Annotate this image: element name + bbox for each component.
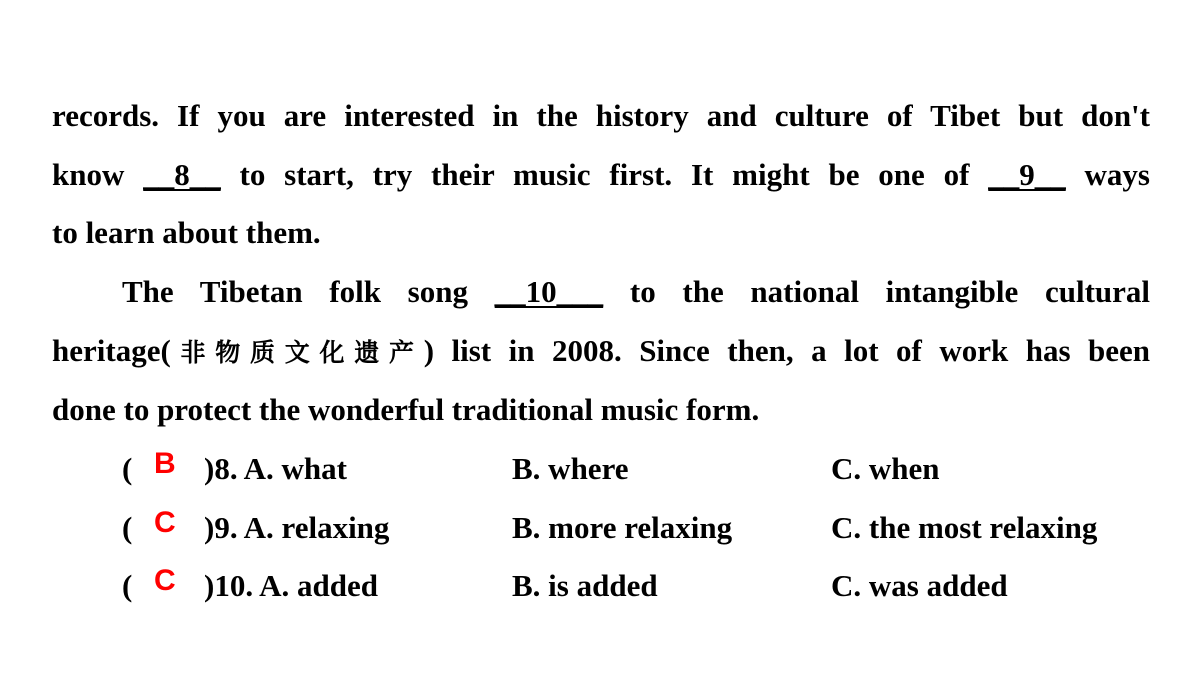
question-row-9 (0, 499, 1200, 557)
passage-line-2 (52, 146, 1150, 204)
blank-10: __10___ (494, 274, 604, 309)
passage-line-3: to learn about them. (52, 215, 321, 250)
question-row-8 (0, 440, 1200, 498)
passage-text: know (52, 157, 125, 192)
answer-badge: C (154, 564, 176, 597)
passage-line-5 (52, 322, 1150, 380)
passage-text: to the national intangible cultural (629, 274, 1151, 309)
option-a: )10. A. added (204, 568, 378, 603)
option-a: )9. A. relaxing (204, 510, 390, 545)
blank-8: __8__ (143, 157, 221, 192)
passage-line-4 (122, 263, 1150, 321)
passage-line-1: records. If you are interested in the history and culture of Tibet but don't (52, 98, 1150, 133)
option-c: C. the most relaxing (831, 510, 1098, 545)
answer-badge: C (154, 506, 176, 539)
blank-9: __9__ (988, 157, 1066, 192)
question-row-10 (0, 557, 1200, 615)
open-paren: ( (122, 510, 133, 545)
option-b: B. more relaxing (512, 510, 733, 545)
passage-text: heritage( (52, 333, 171, 368)
option-c: C. was added (831, 568, 1008, 603)
open-paren: ( (122, 451, 133, 486)
open-paren: ( (122, 568, 133, 603)
passage-text: The Tibetan folk song (122, 274, 468, 309)
passage-line-6: done to protect the wonderful traditional music form. (52, 392, 760, 427)
option-b: B. is added (512, 568, 658, 603)
answer-badge: B (154, 447, 176, 480)
option-b: B. where (512, 451, 629, 486)
passage-text: ways (1084, 157, 1150, 192)
chinese-gloss: 非物质文化遗产 (170, 338, 424, 367)
option-a: )8. A. what (204, 451, 347, 486)
option-c: C. when (831, 451, 940, 486)
passage-text: to start, try their music first. It might be one of (239, 157, 970, 192)
passage-text: ) list in 2008. Since then, a lot of work has been (423, 333, 1150, 368)
